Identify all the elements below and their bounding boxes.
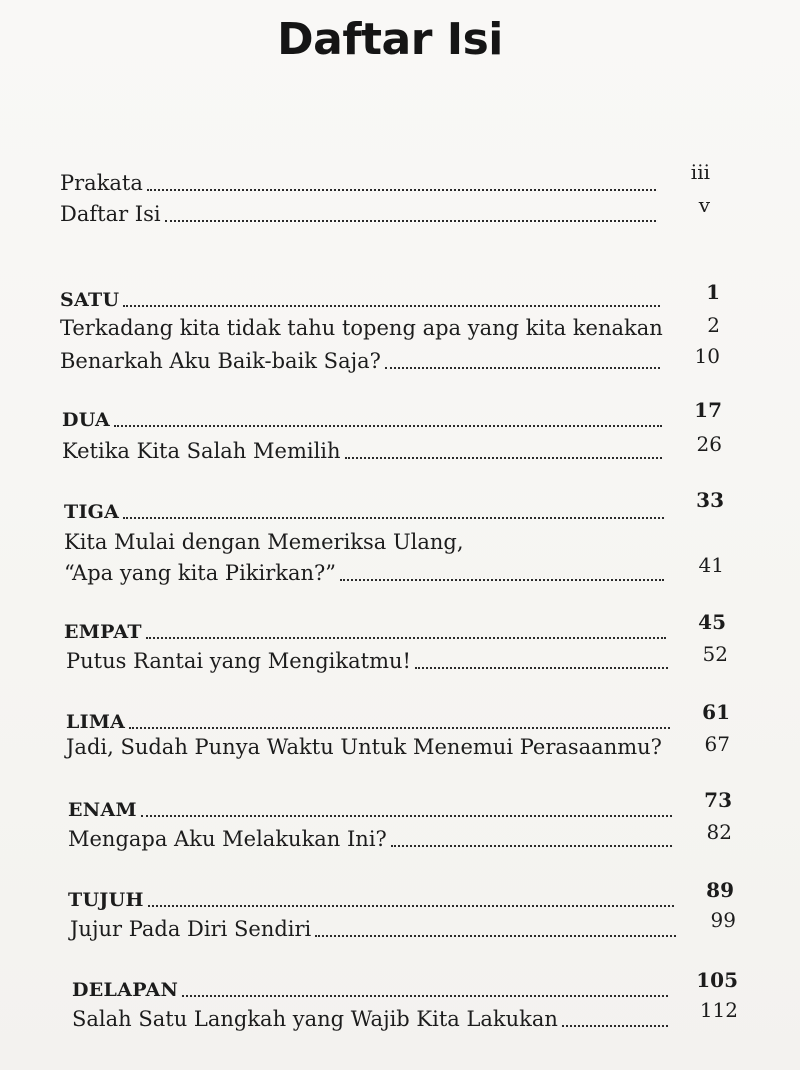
toc-chapter-lima [66,704,674,734]
toc-chapter-satu [60,282,664,312]
toc-label: “Apa yang kita Pikirkan?” [64,561,337,585]
dot-leader [165,220,656,222]
toc-page-number: 10 [694,344,720,368]
toc-page-number: 61 [702,700,730,724]
toc-chapter-label: LIMA [66,711,126,733]
dot-leader [391,845,672,847]
toc-page-number: 89 [706,878,734,902]
dot-leader [147,189,656,191]
toc-chapter-label: EMPAT [64,621,142,643]
toc-page-number: iii [690,160,710,184]
dot-leader [415,667,668,669]
toc-chapter-label: DUA [62,409,111,431]
toc-page-number: 41 [698,553,724,577]
toc-label: Jujur Pada Diri Sendiri [70,917,312,941]
toc-page-number: 82 [706,820,732,844]
toc-page-number: 112 [699,998,738,1022]
toc-chapter-tujuh [68,882,678,912]
toc-label: Ketika Kita Salah Memilih [62,439,341,463]
toc-entry: Jadi, Sudah Punya Waktu Untuk Menemui Perasaanmu? [66,735,662,759]
dot-leader [114,425,662,427]
dot-leader [340,579,664,581]
dot-leader [129,727,670,729]
toc-page-number: 67 [704,732,730,756]
toc-chapter-tiga [64,494,668,524]
toc-chapter-label: TUJUH [68,889,144,911]
toc-chapter-label: TIGA [64,501,120,523]
toc-page-number: 1 [706,280,720,304]
toc-entry [62,434,666,464]
dot-leader [562,1025,668,1027]
toc-label: Putus Rantai yang Mengikatmu! [66,649,411,673]
toc-chapter-label: ENAM [68,799,137,821]
toc-entry: Terkadang kita tidak tahu topeng apa yang kita kenakan [60,316,663,340]
toc-entry [72,1002,672,1032]
dot-leader [123,517,664,519]
dot-leader [385,367,660,369]
toc-label: Daftar Isi [60,202,161,226]
toc-entry [66,644,672,674]
toc-label: Benarkah Aku Baik-baik Saja? [60,349,381,373]
toc-page-number: v [698,193,710,217]
page-title: Daftar Isi [277,14,503,65]
toc-label: Mengapa Aku Melakukan Ini? [68,827,387,851]
toc-entry [68,822,676,852]
toc-chapter-empat [64,614,670,644]
dot-leader [123,305,660,307]
toc-label: Salah Satu Langkah yang Wajib Kita Lakukan [72,1007,558,1031]
dot-leader [146,637,666,639]
toc-page-number: 45 [698,610,726,634]
toc-entry-daftar-isi [60,197,660,227]
toc-page-number: 73 [704,788,732,812]
toc-page-number: 2 [707,313,720,337]
toc-chapter-dua [62,402,666,432]
dot-leader [315,935,676,937]
toc-entry-prakata [60,166,660,196]
toc-chapter-enam [68,792,676,822]
toc-page-number: 52 [702,642,728,666]
toc-page-number: 105 [696,968,738,992]
toc-entry: Kita Mulai dengan Memeriksa Ulang, [64,530,464,554]
toc-chapter-delapan [72,972,672,1002]
dot-leader [141,815,672,817]
toc-chapter-label: SATU [60,289,120,311]
dot-leader [182,995,668,997]
toc-entry [64,556,668,586]
toc-page-number: 17 [694,398,722,422]
toc-entry [70,912,680,942]
toc-page-number: 26 [696,432,722,456]
toc-label: Prakata [60,171,143,195]
dot-leader [148,905,674,907]
toc-page-number: 99 [710,908,736,932]
toc-entry [60,344,664,374]
toc-chapter-label: DELAPAN [72,979,179,1001]
toc-page-number: 33 [696,488,724,512]
dot-leader [345,457,662,459]
